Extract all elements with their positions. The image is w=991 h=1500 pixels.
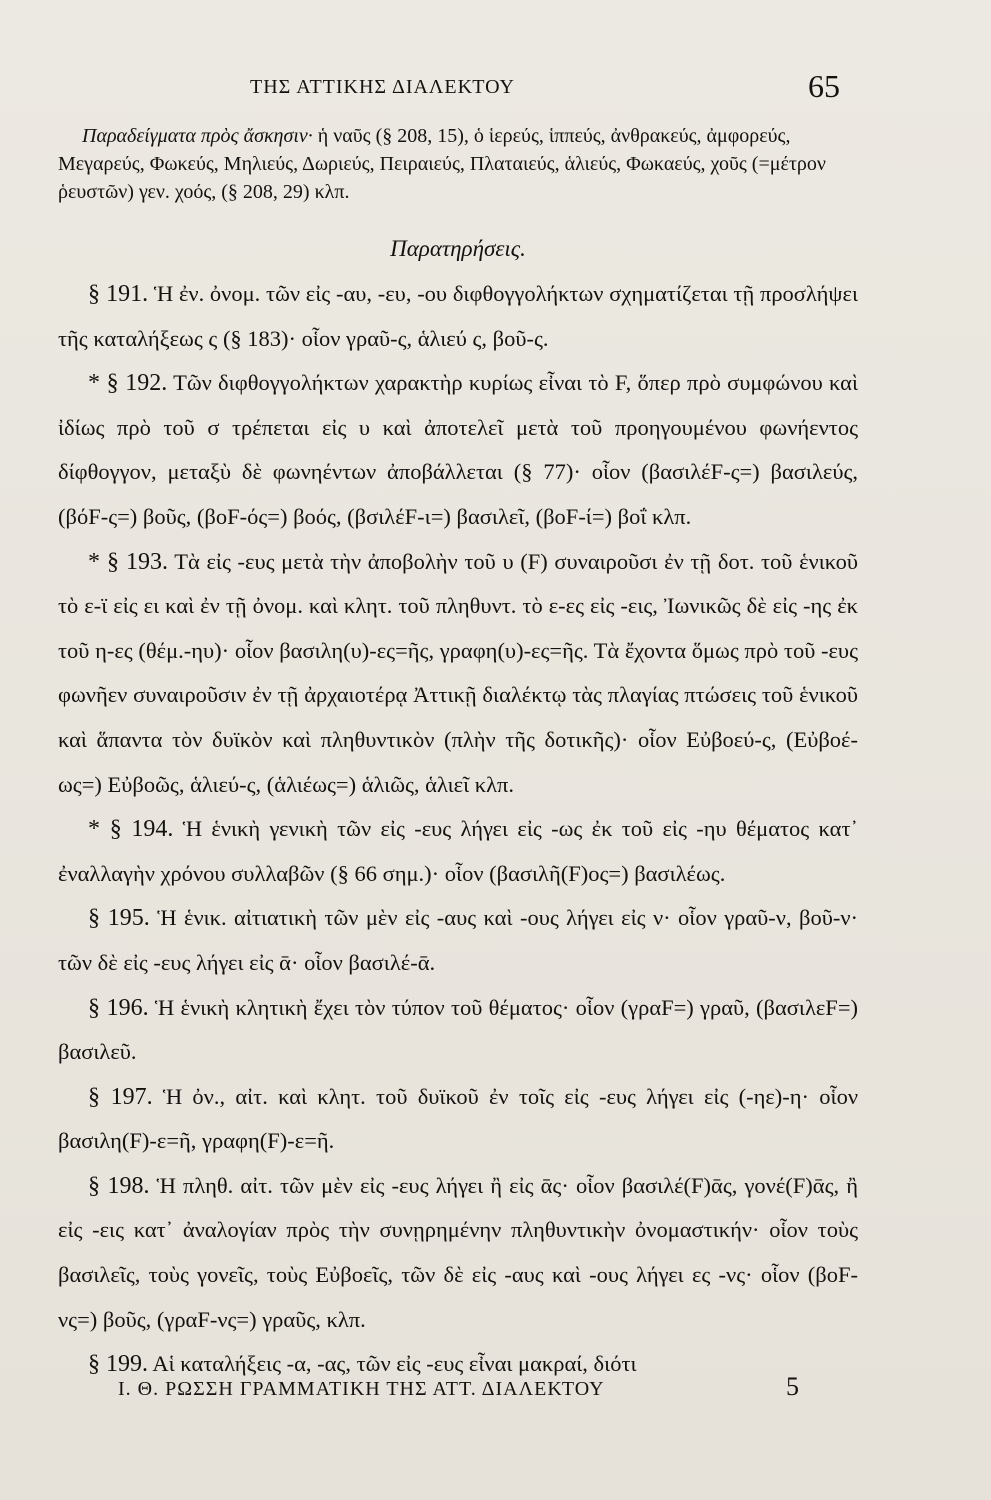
section-number: § 198. [88,1172,150,1199]
paragraph-195 [58,896,858,985]
signature-line: Ι. Θ. ΡΩΣΣΗ ΓΡΑΜΜΑΤΙΚΗ ΤΗΣ ΑΤΤ. ΔΙΑΛΕΚΤΟΥ [118,1378,605,1400]
exercise-examples [58,122,858,206]
running-title: ΤΗΣ ΑΤΤΙΚΗΣ ΔΙΑΛΕΚΤΟΥ [250,76,515,98]
paragraph-193 [58,540,858,808]
paragraph-192 [58,361,858,539]
section-number: § 199. [88,1351,148,1378]
paragraph-191 [58,272,858,361]
page-body [58,122,858,1387]
section-number: § 196. [88,994,149,1021]
paragraph-197 [58,1075,858,1164]
paragraph-text: Ἡ ὀν., αἰτ. καὶ κλητ. τοῦ δυϊκοῦ ἐν τοῖς εἰς -ευς λήγει εἰς (-ηε)-η· οἷον βασιλη(F)-ε=ῆ, γραφη(F)-ε=ῆ. [58,1083,859,1154]
paragraph-194 [58,807,858,896]
section-subheading: Παρατηρήσεις. [390,236,526,261]
section-number: § 191. [88,281,149,307]
paragraph-text: Τῶν διφθογγολήκτων χαρακτὴρ κυρίως εἶναι τὸ F, ὅπερ πρὸ συμφώνου καὶ ἰδίως πρὸ τοῦ σ τρέπεται εἰς υ καὶ ἀποτελεῖ μετὰ τοῦ προηγουμένου φωνήεντος δίφθογγον, μεταξὺ δὲ φωνηέντων ἀποβάλλεται (§ 77)· οἷον (βασιλέF-ς=) βασιλεύς, (βόF-ς=) βοῦς, (βοF-ός=) βοός, (βσιλέF-ι=) βασιλεῖ, (βοF-ί=) βοΐ κλπ. [58,370,859,529]
paragraph-text: Ἡ ἐν. ὀνομ. τῶν εἰς -αυ, -ευ, -ου διφθογγολήκτων σχηματίζεται τῇ προσλήψει τῆς καταλήξεως ς (§ 183)· οἷον γραῦ-ς, ἁλιεύ ς, βοῦ-ς. [58,281,858,351]
paragraph-text: Τὰ εἰς -ευς μετὰ τὴν ἀποβολὴν τοῦ υ (F) συναιροῦσι ἐν τῇ δοτ. τοῦ ἑνικοῦ τὸ ε-ϊ εἰς ει καὶ ἐν τῇ ὀνομ. καὶ κλητ. τοῦ πληθυντ. τὸ ε-ες εἰς -εις, Ἰωνικῶς δὲ εἰς -ης ἐκ τοῦ η-ες (θέμ.-ηυ)· οἷον βασιλη(υ)-ες=ῆς, γραφη(υ)-ες=ῆς. Τὰ ἔχοντα ὅμως πρὸ τοῦ -ευς φωνῆεν συναιροῦσιν ἐν τῇ ἀρχαιοτέρᾳ Ἀττικῇ διαλέκτῳ τὰς πλαγίας πτώσεις τοῦ ἑνικοῦ καὶ ἅπαντα τὸν δυϊκὸν καὶ πληθυντικὸν (πλὴν τῆς δοτικῆς)· οἷον Εὐβοεύ-ς, (Εὐβοέ-ως=) Εὐβοῶς, ἁλιεύ-ς, (ἁλιέως=) ἁλιῶς, ἁλιεῖ κλπ. [58,548,858,797]
paragraph-text: Ἡ ἑνικ. αἰτιατικὴ τῶν μὲν εἰς -αυς καὶ -ους λήγει εἰς ν· οἷον γραῦ-ν, βοῦ-ν· τῶν δὲ εἰς -ευς λήγει εἰς ᾱ· οἷον βασιλέ-ᾱ. [58,905,859,975]
section-number: § 195. [88,905,150,932]
page-number: 65 [808,68,840,104]
exercise-lead: Παραδείγματα πρὸς ἄσκησιν· [82,125,313,147]
section-number: § 197. [88,1083,153,1110]
section-number: * § 192. [88,370,168,397]
section-number: * § 194. [88,816,174,843]
paragraph-text: Αἱ καταλήξεις -α, -ας, τῶν εἰς -ευς εἶναι μακραί, διότι [148,1351,637,1377]
paragraph-text: Ἡ ἑνικὴ κλητικὴ ἔχει τὸν τύπον τοῦ θέματος· οἷον (γραF=) γραῦ, (βασιλεF=) βασιλεῦ. [58,994,859,1065]
section-number: * § 193. [88,548,169,575]
exercise-text: ἡ ναῦς (§ 208, 15), ὁ ἱερεύς, ἱππεύς, ἀνθρακεύς, ἀμφορεύς, Μεγαρεύς, Φωκεύς, Μηλιεύς, Δωριεύς, Πειραιεύς, Πλαταιεύς, ἁλιεύς, Φωκαεύς, χοῦς (=μέτρον ῥευστῶν) γεν. χοός, (§ 208, 29) κλπ. [58,125,826,203]
paragraph-196 [58,986,858,1075]
paragraph-text: Ἡ ἑνικὴ γενικὴ τῶν εἰς -ευς λήγει εἰς -ως ἐκ τοῦ εἰς -ηυ θέματος κατ᾽ ἐναλλαγὴν χρόνου συλλαβῶν (§ 66 σημ.)· οἷον (βασιλῆ(F)ος=) βασιλέως. [58,816,859,886]
signature-mark: 5 [786,1372,799,1401]
paragraph-text: Ἡ πληθ. αἰτ. τῶν μὲν εἰς -ευς λήγει ἢ εἰς ᾱς· οἷον βασιλέ(F)ᾱς, γονέ(F)ᾱς, ἢ εἰς -εις κατ᾽ ἀναλογίαν πρὸς τὴν συνῃρημένην πληθυντικὴν ὀνομαστικήν· οἷον τοὺς βασιλεῖς, τοὺς γονεῖς, τοὺς Εὐβοεῖς, τῶν δὲ εἰς -αυς καὶ -ους λήγει ες -νς· οἷον (βοF-νς=) βοῦς, (γραF-νς=) γραῦς, κλπ. [58,1172,859,1332]
paragraph-198 [58,1164,858,1342]
